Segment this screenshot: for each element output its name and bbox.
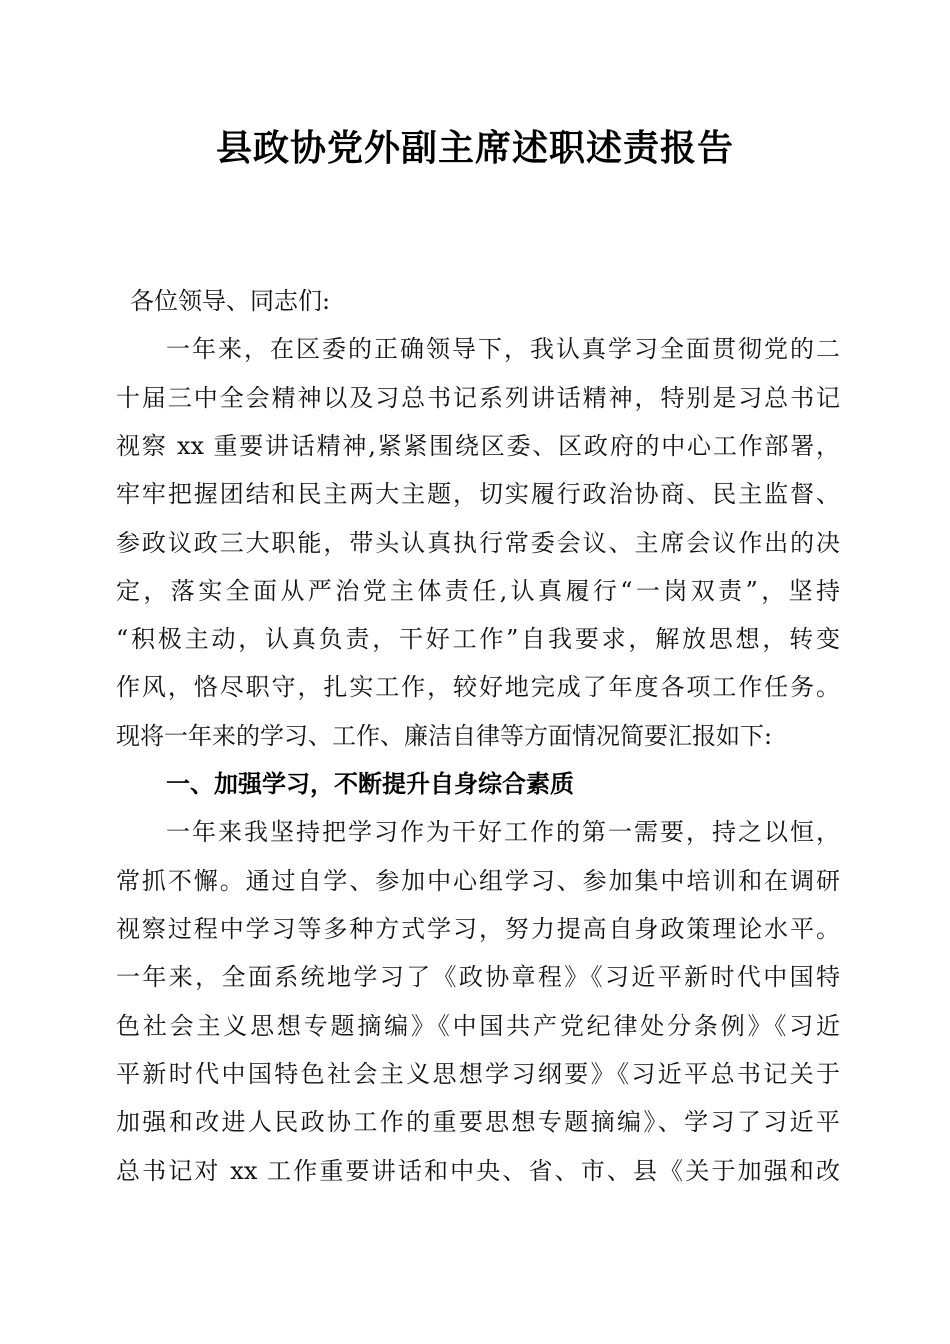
section-heading: 一、加强学习，不断提升自身综合素质 (166, 770, 574, 798)
paragraph-line: 加强和改进人民政协工作的重要思想专题摘编》、学习了习近平 (116, 1108, 840, 1136)
paragraph-line: 定，落实全面从严治党主体责任,认真履行“一岗双责”，坚持 (116, 577, 840, 605)
paragraph-line: 现将一年来的学习、工作、廉洁自律等方面情况简要汇报如下: (116, 722, 773, 750)
paragraph-line: 一年来我坚持把学习作为干好工作的第一需要，持之以恒， (166, 818, 840, 846)
paragraph-line: 视察 xx 重要讲话精神,紧紧围绕区委、区政府的中心工作部署， (116, 432, 840, 460)
paragraph-line: 作风，恪尽职守，扎实工作，较好地完成了年度各项工作任务。 (116, 673, 840, 701)
paragraph-line: 参政议政三大职能，带头认真执行常委会议、主席会议作出的决 (116, 529, 840, 557)
paragraph-line: 十届三中全会精神以及习总书记系列讲话精神，特别是习总书记 (116, 384, 840, 412)
document-title: 县政协党外副主席述职述责报告 (215, 127, 734, 169)
paragraph-line: 牢牢把握团结和民主两大主题，切实履行政治协商、民主监督、 (116, 480, 840, 508)
greeting: 各位领导、同志们: (130, 287, 331, 315)
paragraph-line: 视察过程中学习等多种方式学习，努力提高自身政策理论水平。 (116, 915, 840, 943)
paragraph-line: 一年来，在区委的正确领导下，我认真学习全面贯彻党的二 (166, 335, 840, 363)
paragraph-line: 常抓不懈。通过自学、参加中心组学习、参加集中培训和在调研 (116, 867, 840, 895)
paragraph-line: 色社会主义思想专题摘编》《中国共产党纪律处分条例》《习近 (116, 1012, 840, 1040)
paragraph-line: “积极主动，认真负责，干好工作”自我要求，解放思想，转变 (116, 625, 840, 653)
paragraph-line: 总书记对 xx 工作重要讲话和中央、省、市、县《关于加强和改 (116, 1157, 840, 1185)
paragraph-line: 一年来，全面系统地学习了《政协章程》《习近平新时代中国特 (116, 963, 840, 991)
paragraph-line: 平新时代中国特色社会主义思想学习纲要》《习近平总书记关于 (116, 1060, 840, 1088)
